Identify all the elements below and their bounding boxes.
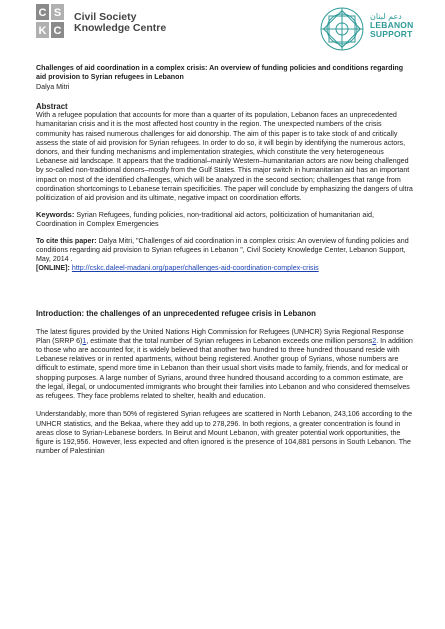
lebanon-support-line-1: LEBANON <box>370 20 414 30</box>
paper-title: Challenges of aid coordination in a complex crisis: An overview of funding policies and conditions regarding aid provision to Syrian refugees in Lebanon <box>36 64 404 82</box>
abstract-heading: Abstract <box>36 102 68 112</box>
paper-author: Dalya Mitri <box>36 82 70 91</box>
cskc-logo <box>36 4 64 38</box>
paragraph-1-part-a: The latest figures provided by the United Nations High Commission for Refugees (UNHCR) Syria Regional Response Plan (SRRP 6) <box>36 327 404 345</box>
svg-text:C: C <box>53 25 62 37</box>
paragraph-1 <box>36 328 414 402</box>
cskc-line-2: Knowledge Centre <box>74 22 167 34</box>
online-link-line <box>36 264 414 273</box>
page-header <box>0 0 445 58</box>
online-url-link[interactable]: http://cskc.daleel-madani.org/paper/challenges-aid-coordination-complex-crisis <box>71 264 319 273</box>
svg-text:K: K <box>38 25 47 37</box>
paper-body <box>36 64 414 465</box>
svg-text:C: C <box>38 7 47 19</box>
paragraph-1-part-b: , estimate that the total number of Syrian refugees in Lebanon exceeds one million persons <box>86 336 373 345</box>
abstract-text: With a refugee population that accounts for more than a quarter of its population, Lebanon faces an unprecedented humanitarian crisis and it is the most affected host country in the region. The unexpected numbers of the crisis community has raised numerous challenges for aid donorship. The aim of this paper is to take stock of and critically assess the state of aid provision for Syrian refugees. In order to do so, it will begin by identifying the numerous actors, donors, and their funding mechanisms and implementation strategies, which constitute the very heterogeneous Lebanese aid landscape. It appears that the traditional–mainly Western–humanitarian actors are now being challenged by so-called non-traditional donors–mostly from the Gulf States. This major switch in humanitarian aid has an important impact on most of the identified challenges, which will be analyzed in the second section; challenges that range from coordination shortcomings to Lebanese terrain specificities. The paper will conclude by emphasizing the dangers of ultra politicization of aid provision and its ultimate, negative impact on coordination efforts. <box>36 111 413 203</box>
lebanon-support-name <box>370 12 413 39</box>
keywords <box>36 210 414 228</box>
cskc-name <box>74 12 166 34</box>
keywords-label: Keywords: <box>36 210 75 220</box>
citation-label: To cite this paper: <box>36 236 97 245</box>
citation <box>36 237 414 265</box>
lebanon-support-logo <box>316 4 368 54</box>
svg-text:S: S <box>53 7 62 19</box>
citation-text: Dalya Mitri, "Challenges of aid coordination in a complex crisis: An overview of funding policies and conditions regarding aid provision to Syrian refugees in Lebanon ", Civil Society Knowledge Center, Lebanon Support, May, 2014 . <box>36 236 409 264</box>
footnote-2-link[interactable]: 2 <box>372 336 377 345</box>
paragraph-2: Understandably, more than 50% of registered Syrian refugees are scattered in North Lebanon, 243,106 according to the UNHCR statistics, and the Bekaa, where they add up to 278,296. In both regions, a greater concentration is found in areas close to Syrian-Lebanese borders. In Beirut and Mount Lebanon, with greater potential work opportunities, the figure is 192,956. However, less expected and often ignored is the presence of 104,881 persons in South Lebanon. The number of Palestinian <box>36 410 413 456</box>
lebanon-support-arabic: دعم لبنان <box>370 12 402 21</box>
online-label: [ONLINE]: <box>36 264 70 273</box>
footnote-1-link[interactable]: 1 <box>82 336 87 345</box>
lebanon-support-line-2: SUPPORT <box>370 29 413 39</box>
introduction-heading: Introduction: the challenges of an unprecedented refugee crisis in Lebanon <box>36 309 316 319</box>
keywords-text: Syrian Refugees, funding policies, non-traditional aid actors, politicization of humanitarian aid, Coordination in Complex Emergencies <box>36 210 374 229</box>
paragraph-1-part-c: . In addition to those who are accounted for, it is widely believed that another two hundred to three hundred thousand reside with Lebanese relatives or in rented apartments, without being registered. Another group of Syrians, whose numbers are difficult to estimate, spend more time in Lebanon than their usual short visits made to family, friends, and for medical or shopping purposes. A large number of Syrians, around three hundred thousand according to a common estimate, are the legal, illegal, or undocumented immigrants who brought their families into Lebanon and who considered themselves as refugees. They face problems related to shelter, health and education. <box>36 336 413 401</box>
cskc-line-1: Civil Society <box>74 11 137 23</box>
